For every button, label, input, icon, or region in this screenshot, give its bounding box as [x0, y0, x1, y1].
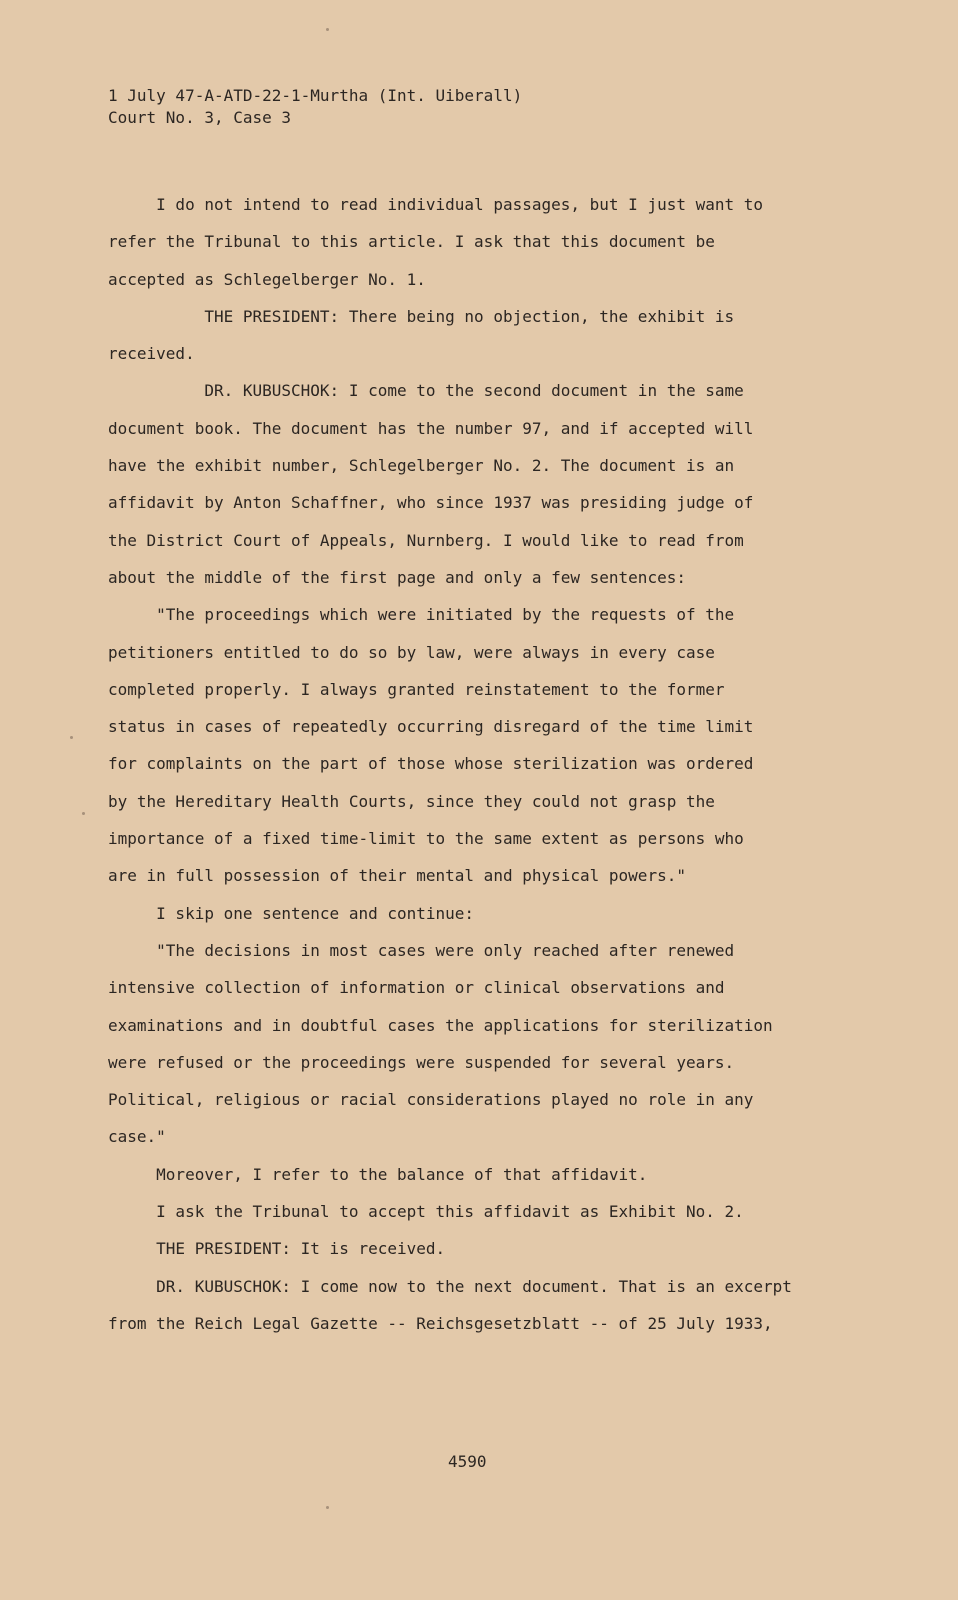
text-line: from the Reich Legal Gazette -- Reichsgesetzblatt -- of 25 July 1933, — [108, 1313, 773, 1333]
text-line: I skip one sentence and continue: — [108, 903, 475, 923]
text-line: "The decisions in most cases were only reached after renewed — [108, 940, 735, 960]
text-line: "The proceedings which were initiated by the requests of the — [108, 605, 735, 625]
document-body — [108, 186, 838, 1342]
text-line: by the Hereditary Health Courts, since they could not grasp the — [108, 791, 715, 811]
text-line: I ask the Tribunal to accept this affidavit as Exhibit No. 2. — [108, 1202, 744, 1222]
text-line: document book. The document has the number 97, and if accepted will — [108, 418, 754, 438]
paper-speck — [82, 812, 85, 815]
document-header — [108, 85, 522, 129]
text-line: refer the Tribunal to this article. I ask that this document be — [108, 232, 715, 252]
text-line: THE PRESIDENT: It is received. — [108, 1239, 446, 1259]
header-line-1: 1 July 47-A-ATD-22-1-Murtha (Int. Uiberall) — [108, 86, 523, 105]
text-line: about the middle of the first page and only a few sentences: — [108, 567, 686, 587]
text-line: I do not intend to read individual passages, but I just want to — [108, 195, 764, 214]
paper-speck — [326, 28, 329, 31]
text-line: THE PRESIDENT: There being no objection, the exhibit is — [108, 306, 735, 326]
text-line: importance of a fixed time-limit to the same extent as persons who — [108, 829, 744, 849]
paper-speck — [70, 736, 73, 739]
text-line: are in full possession of their mental and physical powers." — [108, 866, 686, 886]
text-line: were refused or the proceedings were suspended for several years. — [108, 1052, 735, 1072]
text-line: have the exhibit number, Schlegelberger No. 2. The document is an — [108, 456, 735, 476]
text-line: the District Court of Appeals, Nurnberg. I would like to read from — [108, 530, 744, 550]
text-line: received. — [108, 344, 195, 364]
text-line: affidavit by Anton Schaffner, who since 1937 was presiding judge of — [108, 493, 754, 513]
text-line: examinations and in doubtful cases the applications for sterilization — [108, 1015, 773, 1035]
text-line: intensive collection of information or clinical observations and — [108, 978, 725, 998]
text-line: Political, religious or racial considerations played no role in any — [108, 1090, 754, 1110]
page-number: 4590 — [448, 1452, 487, 1471]
text-line: for complaints on the part of those whose sterilization was ordered — [108, 754, 754, 774]
header-line-2: Court No. 3, Case 3 — [108, 108, 292, 127]
text-line: accepted as Schlegelberger No. 1. — [108, 269, 426, 289]
text-line: petitioners entitled to do so by law, were always in every case — [108, 642, 715, 662]
text-line: case." — [108, 1127, 166, 1147]
text-line: DR. KUBUSCHOK: I come now to the next document. That is an excerpt — [108, 1276, 792, 1296]
text-line: status in cases of repeatedly occurring disregard of the time limit — [108, 717, 754, 737]
text-line: Moreover, I refer to the balance of that affidavit. — [108, 1164, 648, 1184]
text-line: DR. KUBUSCHOK: I come to the second document in the same — [108, 381, 744, 401]
text-line: completed properly. I always granted reinstatement to the former — [108, 679, 725, 699]
paper-speck — [326, 1506, 329, 1509]
